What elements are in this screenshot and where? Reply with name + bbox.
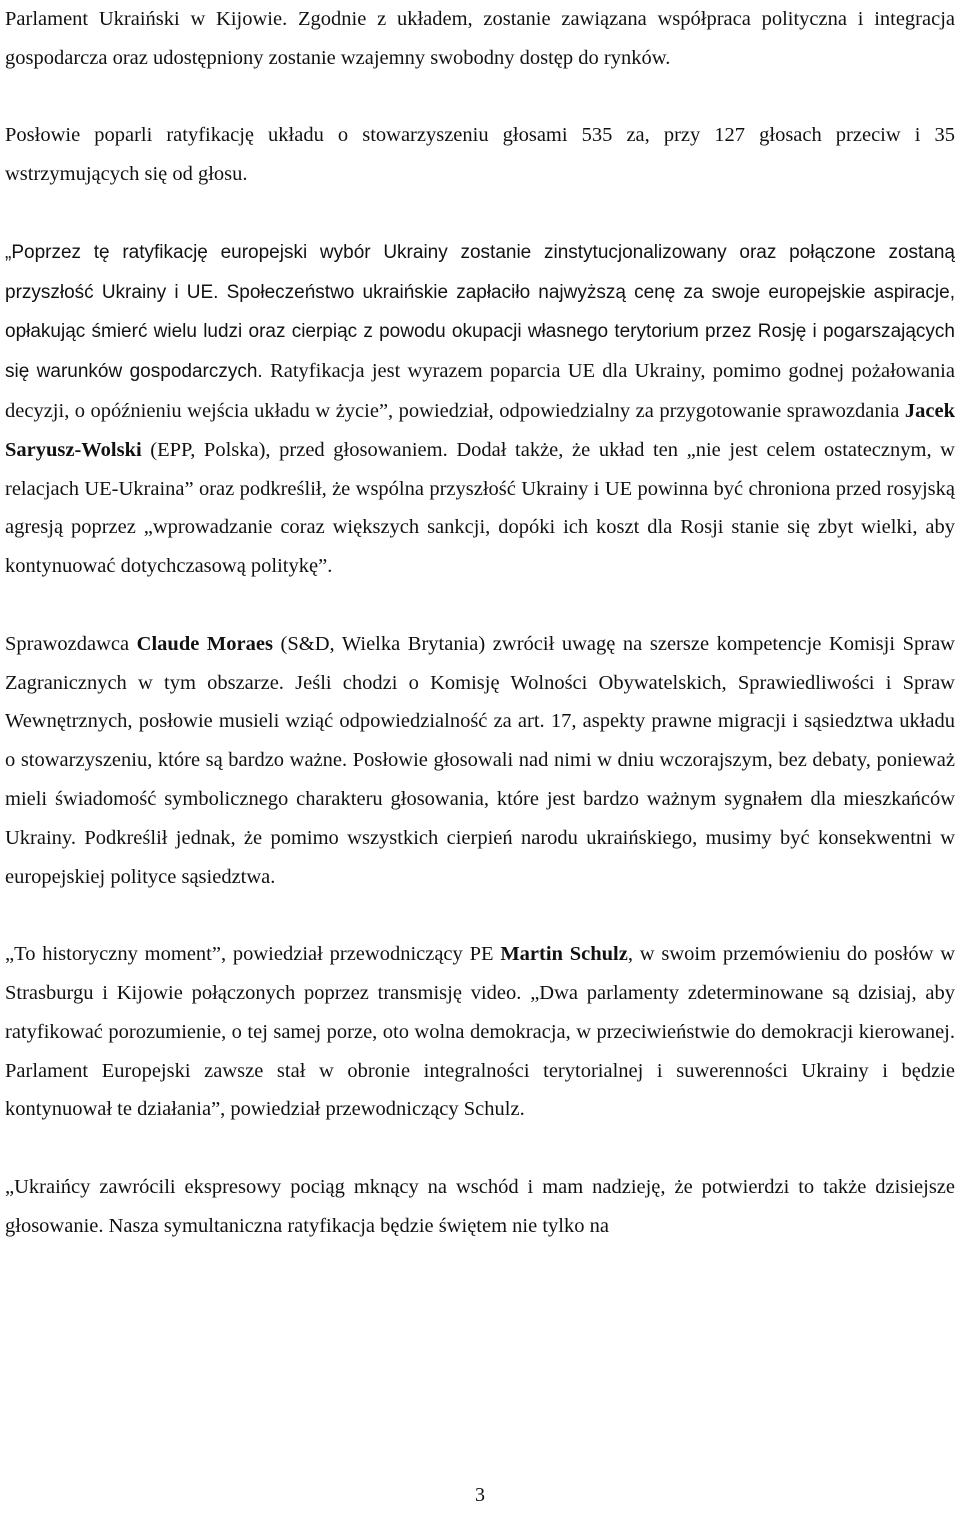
paragraph-spacer — [5, 896, 955, 935]
paragraph-text: Parlament Ukraiński w Kijowie. Zgodnie z układem, zostanie zawiązana współpraca polityczna i integracja gospodarcza oraz udostępniony zostanie wzajemny swobodny dostęp do rynków. — [5, 8, 955, 69]
paragraph-saryusz-wolski-quote — [5, 233, 955, 586]
page-number: 3 — [475, 1484, 485, 1506]
paragraph-text: (EPP, Polska), przed głosowaniem. Dodał także, że układ ten „nie jest celem ostatecznym, w relacjach UE-Ukraina” oraz podkreślił, że wspólna przyszłość Ukrainy i UE powinna być chroniona przed rosyjską agresją poprzez „wprowadzanie coraz większych sankcji, dopóki ich koszt dla Rosji stanie się zbyt wielki, aby kontynuować dotychczasową politykę”. — [5, 438, 955, 578]
paragraph-text: Sprawozdawca — [5, 632, 137, 655]
paragraph-vote-results — [5, 116, 955, 194]
paragraph-association-agreement-intro — [5, 0, 955, 78]
paragraph-text: „Ukraińcy zawrócili ekspresowy pociąg mknący na wschód i mam nadzieję, że potwierdzi to także dzisiejsze głosowanie. Nasza symultaniczna ratyfikacja będzie świętem nie tylko na — [5, 1175, 955, 1237]
paragraph-spacer — [5, 1129, 955, 1168]
paragraph-text: Ratyfikacja jest wyrazem poparcia UE dla Ukrainy, pomimo godnej pożałowania decyzji, o opóźnieniu wejścia układu w życie”, powiedział, odpowiedzialny za przygotowanie sprawozdania — [5, 360, 955, 422]
rapporteur-name-moraes: Claude Moraes — [136, 632, 273, 655]
paragraph-text: Posłowie poparli ratyfikację układu o stowarzyszeniu głosami 535 za, przy 127 głosach przeciw i 35 wstrzymujących się od głosu. — [5, 124, 955, 186]
paragraph-express-train-quote — [5, 1168, 955, 1246]
quote-text-sans: „Poprzez tę ratyfikację europejski wybór Ukrainy zostanie zinstytucjonalizowany oraz połączone zostaną przyszłość Ukrainy i UE. Społeczeństwo ukraińskie zapłaciło najwyższą cenę za swoje europejskie aspiracje, opłakując śmierć wielu ludzi oraz cierpiąc z powodu okupacji własnego terytorium przez Rosję i pogarszających się warunków gospodarczych. — [5, 241, 955, 383]
paragraph-text: (S&D, Wielka Brytania) zwrócił uwagę na szersze kompetencje Komisji Spraw Zagranicznych w tym obszarze. Jeśli chodzi o Komisję Wolności Obywatelskich, Sprawiedliwości i Spraw Wewnętrznych, posłowie musieli wziąć odpowiedzialność za art. 17, aspekty prawne migracji i sąsiedztwa układu o stowarzyszeniu, które są bardzo ważne. Posłowie głosowali nad nimi w dniu wczorajszym, bez debaty, ponieważ mieli świadomość symbolicznego charakteru głosowania, które jest bardzo ważnym sygnałem dla mieszkańców Ukrainy. Podkreślił jednak, że pomimo wszystkich cierpień narodu ukraińskiego, musimy być konsekwentni w europejskiej polityce sąsiedztwa. — [5, 632, 955, 888]
rapporteur-name-saryusz-wolski: Jacek Saryusz-Wolski — [5, 399, 955, 461]
paragraph-spacer — [5, 78, 955, 117]
president-name-schulz: Martin Schulz — [500, 943, 628, 966]
paragraph-spacer — [5, 194, 955, 233]
paragraph-spacer — [5, 586, 955, 625]
paragraph-text: , w swoim przemówieniu do posłów w Strasburgu i Kijowie połączonych poprzez transmisję video. „Dwa parlamenty zdeterminowane są dzisiaj, aby ratyfikować porozumienie, o tej samej porze, oto wolna demokracja, w przeciwieństwie do demokracji kierowanej. Parlament Europejski zawsze stał w obronie integralności terytorialnej i suwerenności Ukrainy i będzie kontynuował te działania”, powiedział przewodniczący Schulz. — [5, 943, 956, 1121]
paragraph-moraes-statement — [5, 625, 955, 897]
paragraph-text: „To historyczny moment”, powiedział przewodniczący PE — [5, 943, 501, 966]
document-body — [5, 0, 955, 1246]
paragraph-schulz-speech — [5, 935, 955, 1129]
